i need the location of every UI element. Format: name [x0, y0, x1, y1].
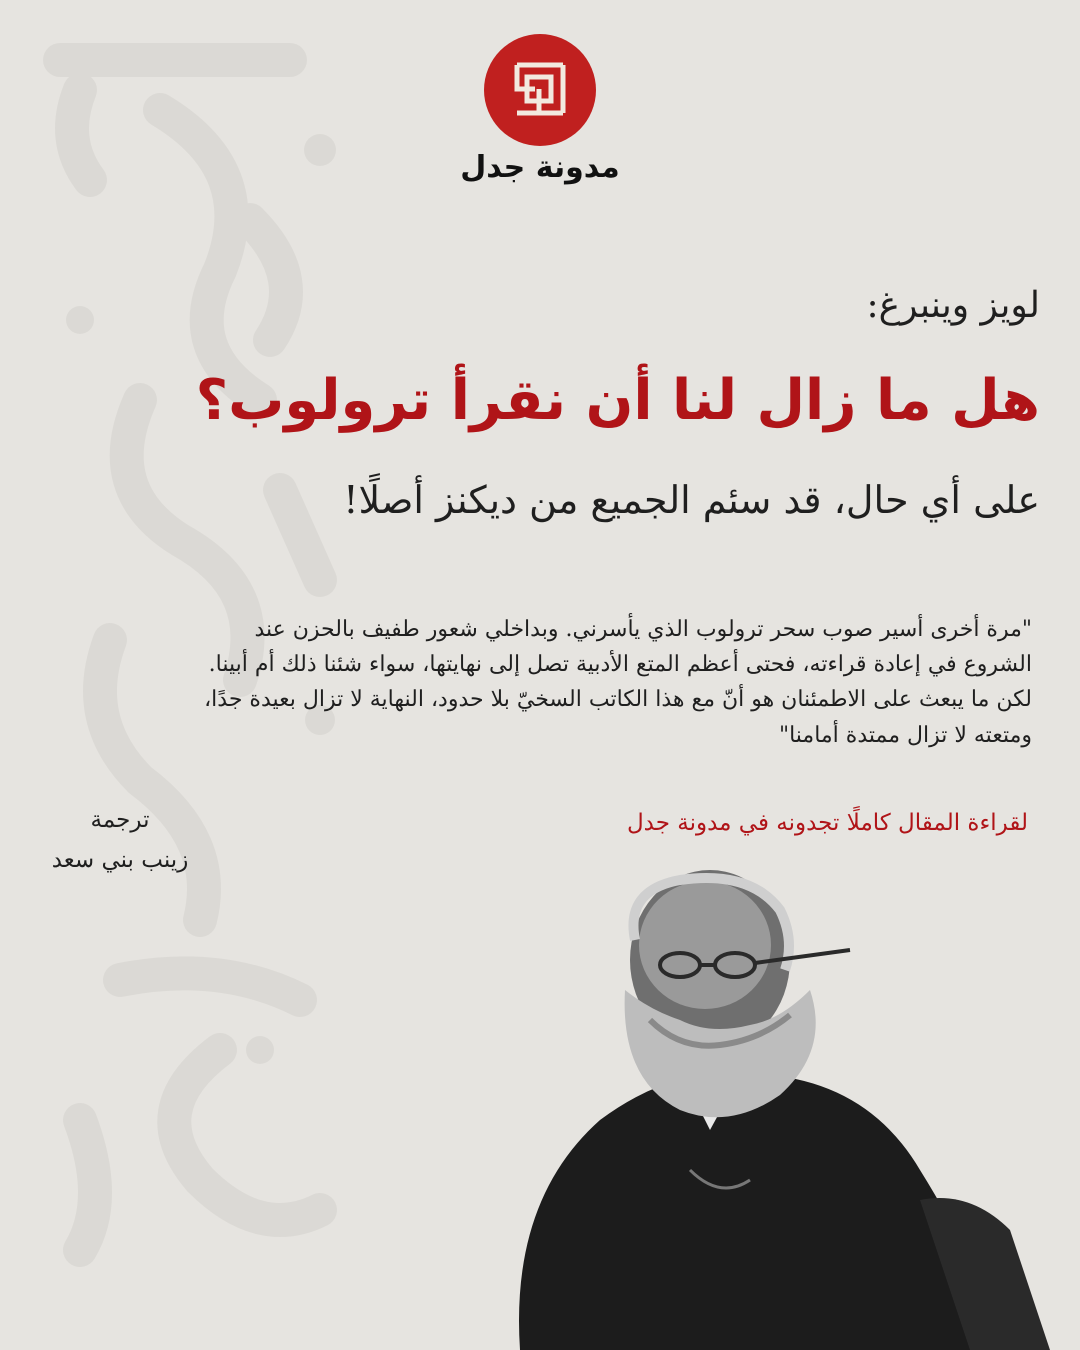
quote-line: ومتعته لا تزال ممتدة أمامنا": [778, 722, 1032, 748]
author-label: لويز وينبرغ:: [866, 285, 1040, 326]
translator-name: زينب بني سعد: [51, 847, 189, 874]
quote-line: لكن ما يبعث على الاطمئنان هو أنّ مع هذا الكاتب السخيّ بلا حدود، النهاية لا تزال بعيدة جدًا،: [204, 687, 1032, 713]
jadal-logo-icon: [505, 55, 575, 125]
translator-label: ترجمة: [90, 807, 150, 833]
brand-logo[interactable]: [484, 34, 596, 146]
read-full-article-link[interactable]: لقراءة المقال كاملًا تجدونه في مدونة جدل: [626, 810, 1028, 836]
quote-line: "مرة أخرى أسير صوب سحر ترولوب الذي يأسرني. وبداخلي شعور طفيف بالحزن عند: [254, 617, 1032, 642]
brand-name: مدونة جدل: [460, 150, 620, 185]
translator-credit: [30, 800, 210, 881]
page-title: هل ما زال لنا أن نقرأ ترولوب؟: [195, 368, 1040, 433]
page-subtitle: على أي حال، قد سئم الجميع من ديكنز أصلًا!: [343, 478, 1040, 522]
author-portrait-icon: [450, 870, 1080, 1350]
quote-block: [77, 612, 1032, 753]
quote-line: الشروع في إعادة قراءته، فحتى أعظم المتع الأدبية تصل إلى نهايتها، سواء شئنا ذلك أم أبينا.: [208, 652, 1032, 678]
